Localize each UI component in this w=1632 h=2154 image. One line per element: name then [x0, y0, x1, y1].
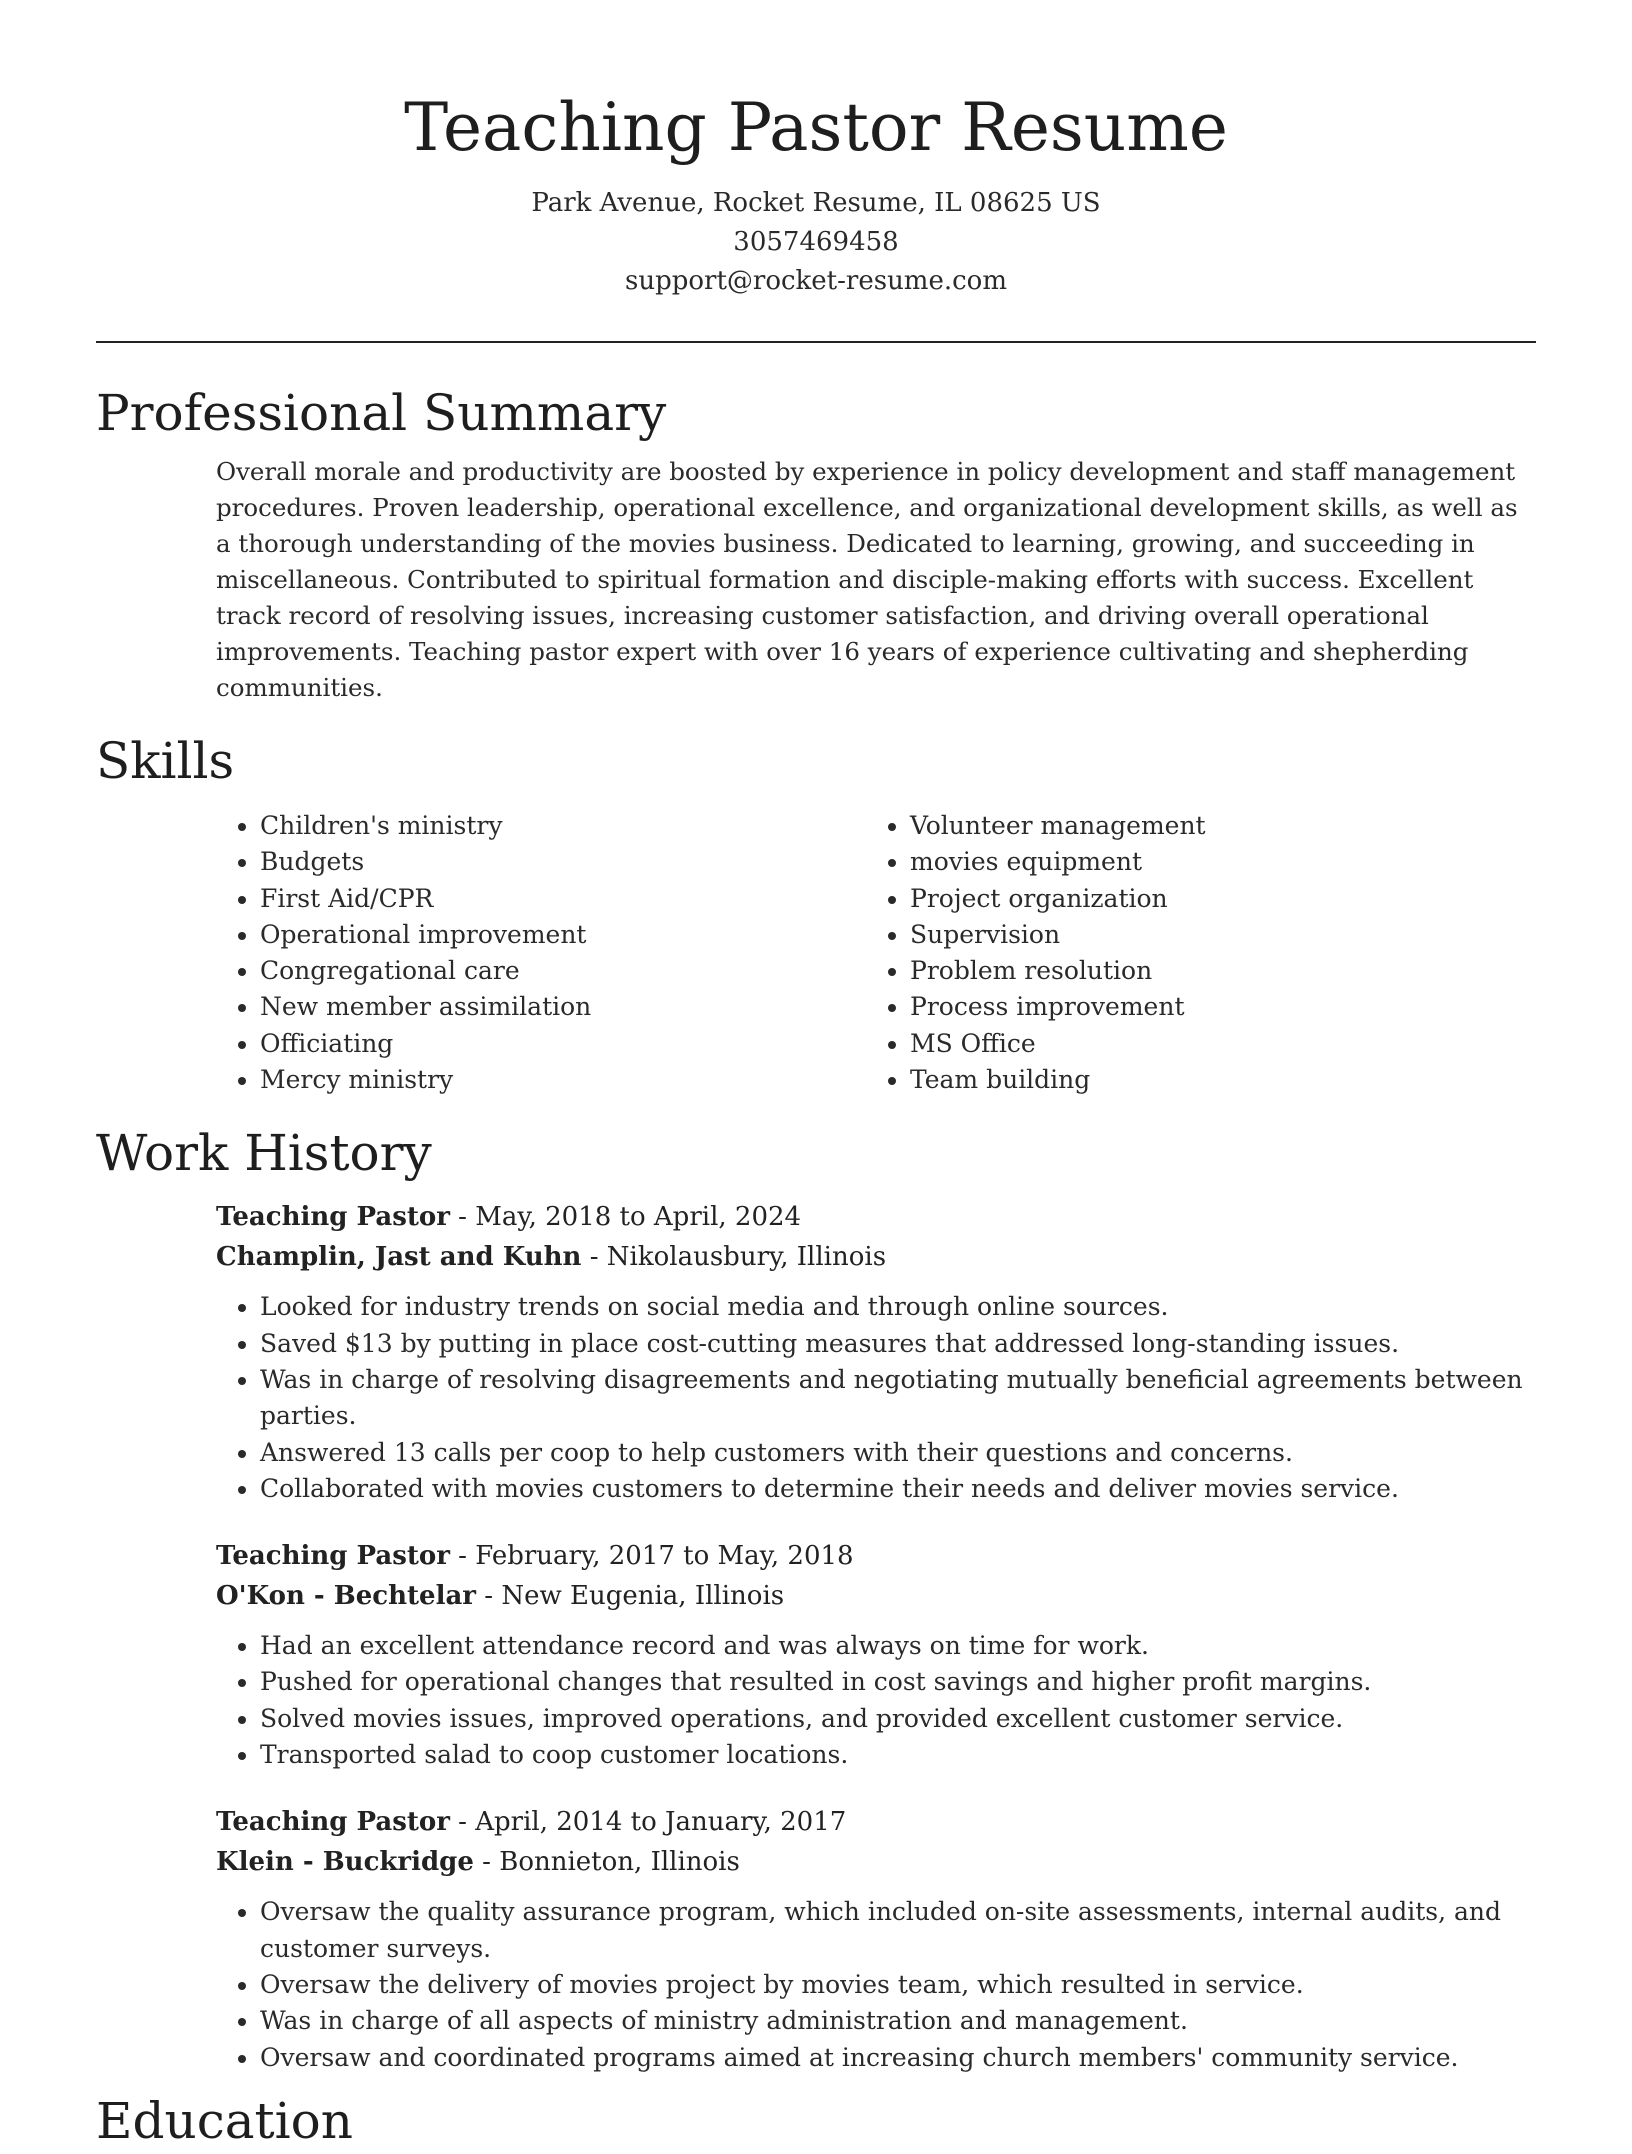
job-company: O'Kon - Bechtelar — [216, 1580, 476, 1611]
skill-item: • Problem resolution — [910, 953, 1510, 989]
job-company-line: Klein - Buckridge - Bonnieton, Illinois — [216, 1846, 740, 1877]
resume-title: Teaching Pastor Resume — [404, 89, 1228, 166]
skill-item: • First Aid/CPR — [260, 881, 866, 917]
skill-item: • Supervision — [910, 917, 1510, 953]
job-dates: April, 2014 to January, 2017 — [475, 1807, 847, 1838]
job-bullet: • Oversaw the delivery of movies project by movies team, which resulted in service. — [260, 1967, 1536, 2003]
job-bullets — [216, 1289, 1536, 1507]
job-bullet: • Looked for industry trends on social media and through online sources. — [260, 1289, 1536, 1325]
job-bullet: • Transported salad to coop customer locations. — [260, 1737, 1536, 1773]
job-title: Teaching Pastor — [216, 1202, 450, 1233]
skill-item: • movies equipment — [910, 844, 1510, 880]
job-bullet: • Had an excellent attendance record and was always on time for work. — [260, 1628, 1536, 1664]
job-bullet: • Collaborated with movies customers to determine their needs and deliver movies service. — [260, 1471, 1536, 1507]
job-bullet: • Oversaw and coordinated programs aimed at increasing church members' community service. — [260, 2040, 1536, 2076]
job-company: Champlin, Jast and Kuhn — [216, 1241, 582, 1272]
job-company-line: O'Kon - Bechtelar - New Eugenia, Illinois — [216, 1580, 785, 1611]
job-title: Teaching Pastor — [216, 1807, 450, 1838]
skill-item: • Budgets — [260, 844, 866, 880]
summary-text: Overall morale and productivity are boosted by experience in policy development and staff management procedures. Proven leadership, operational excellence, and organizational development skills, as well as a thorough understanding of the movies business. Dedicated to learning, growing, and succeeding in miscellaneous. Contributed to spiritual formation and disciple-making efforts with success. Excellent track record of resolving issues, increasing customer satisfaction, and driving overall operational improvements. Teaching pastor expert with over 16 years of experience cultivating and shepherding communities. — [216, 457, 1518, 702]
job-entry — [216, 1198, 1536, 1507]
summary-heading: Professional Summary — [96, 384, 667, 442]
skills-list-right — [866, 808, 1510, 1098]
skill-item: • Operational improvement — [260, 917, 866, 953]
header-divider — [96, 341, 1536, 343]
skill-item: • New member assimilation — [260, 989, 866, 1025]
job-location: New Eugenia, Illinois — [501, 1580, 785, 1611]
job-bullet: • Answered 13 calls per coop to help customers with their questions and concerns. — [260, 1435, 1536, 1471]
skill-item: • Team building — [910, 1062, 1510, 1098]
skills-columns — [216, 808, 1536, 1098]
job-company-line: Champlin, Jast and Kuhn - Nikolausbury, Illinois — [216, 1241, 887, 1272]
skill-item: • Project organization — [910, 881, 1510, 917]
resume-body — [96, 380, 1536, 2154]
job-bullet: • Saved $13 by putting in place cost-cutting measures that addressed long-standing issues. — [260, 1326, 1536, 1362]
job-bullets — [216, 1894, 1536, 2075]
job-bullets — [216, 1628, 1536, 1773]
job-title-line: Teaching Pastor - May, 2018 to April, 2024 — [216, 1202, 802, 1233]
job-title: Teaching Pastor — [216, 1541, 450, 1572]
skill-item: • Congregational care — [260, 953, 866, 989]
job-title-line: Teaching Pastor - April, 2014 to January, 2017 — [216, 1807, 847, 1838]
job-title-line: Teaching Pastor - February, 2017 to May, 2018 — [216, 1541, 854, 1572]
work-history-heading: Work History — [96, 1124, 432, 1183]
job-dates: May, 2018 to April, 2024 — [475, 1202, 802, 1233]
skill-item: • Children's ministry — [260, 808, 866, 844]
education-heading: Education — [96, 2091, 353, 2150]
job-bullet: • Pushed for operational changes that resulted in cost savings and higher profit margins. — [260, 1664, 1536, 1700]
job-dates: February, 2017 to May, 2018 — [475, 1541, 854, 1572]
skill-item: • Volunteer management — [910, 808, 1510, 844]
skill-item: • Officiating — [260, 1026, 866, 1062]
skills-section — [96, 728, 1536, 1098]
job-entry — [216, 1537, 1536, 1773]
contact-address: Park Avenue, Rocket Resume, IL 08625 US — [531, 188, 1101, 218]
education-section — [96, 2088, 1536, 2154]
job-bullet: • Solved movies issues, improved operations, and provided excellent customer service. — [260, 1701, 1536, 1737]
skill-item: • Mercy ministry — [260, 1062, 866, 1098]
resume-header — [0, 82, 1632, 301]
job-bullet: • Was in charge of resolving disagreements and negotiating mutually beneficial agreements between parties. — [260, 1362, 1536, 1435]
summary-section — [96, 380, 1536, 706]
job-location: Bonnieton, Illinois — [499, 1846, 740, 1877]
contact-block — [0, 184, 1632, 301]
skills-list-left — [216, 808, 866, 1098]
skill-item: • MS Office — [910, 1026, 1510, 1062]
skills-heading: Skills — [96, 732, 235, 790]
job-bullet: • Was in charge of all aspects of ministry administration and management. — [260, 2003, 1536, 2039]
job-company: Klein - Buckridge — [216, 1846, 474, 1877]
skill-item: • Process improvement — [910, 989, 1510, 1025]
job-entry — [216, 1803, 1536, 2075]
job-location: Nikolausbury, Illinois — [606, 1241, 887, 1272]
contact-phone: 3057469458 — [733, 227, 899, 257]
work-history-section — [96, 1120, 1536, 2075]
job-bullet: • Oversaw the quality assurance program, which included on-site assessments, internal audits, and customer surveys. — [260, 1894, 1536, 1967]
contact-email: support@rocket-resume.com — [624, 266, 1007, 296]
